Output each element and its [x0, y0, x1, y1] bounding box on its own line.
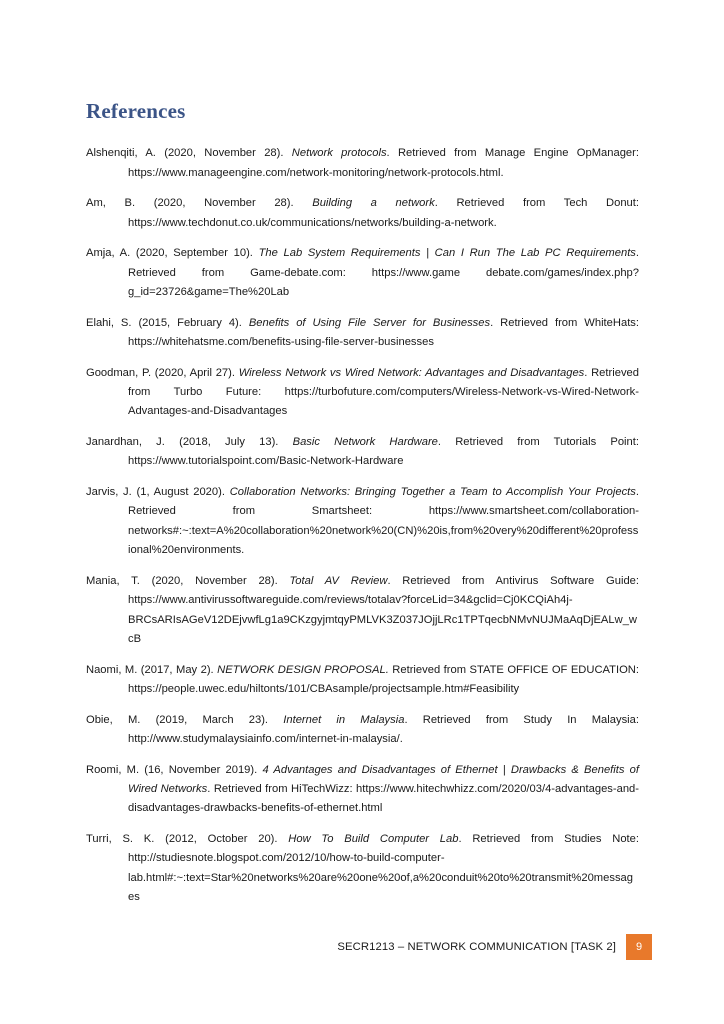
- reference-source: . Retrieved from WhiteHats: https://whitehatsme.com/benefits-using-file-server-businesses: [128, 316, 639, 348]
- reference-title: Total AV Review: [289, 574, 388, 587]
- reference-title: Network protocols: [291, 147, 387, 160]
- reference-title: Benefits of Using File Server for Businesses: [248, 316, 491, 329]
- reference-entry: [86, 572, 639, 650]
- reference-source: . Retrieved from Tech Donut: https://www.techdonut.co.uk/communications/networks/building-a-network.: [128, 197, 639, 229]
- reference-author-date: Mania, T. (2020, November 28).: [86, 574, 290, 587]
- reference-source: . Retrieved from Antivirus Software Guide: https://www.antivirussoftwareguide.com/reviews/totalav?forceLid=34&gclid=Cj0KCQiAh4j-BRCsARIsAGeV12DEjvwfLg1a9CKzgyjmtqyPMLVK3Z037JOjjLRc1TPTqecbNMvNUJMaAqDjEALw_wcB: [128, 574, 639, 646]
- page-footer: [0, 934, 724, 964]
- reference-author-date: Obie, M. (2019, March 23).: [86, 713, 284, 726]
- reference-author-date: Turri, S. K. (2012, October 20).: [86, 833, 289, 846]
- reference-entry: [86, 661, 639, 700]
- reference-title: 4 Advantages and Disadvantages of Ethernet | Drawbacks & Benefits of Wired Networks: [128, 763, 639, 796]
- reference-entry: [86, 761, 639, 819]
- reference-title: Collaboration Networks: Bringing Together a Team to Accomplish Your Projects: [229, 486, 636, 498]
- reference-entry: [86, 194, 639, 233]
- footer-inner: [337, 934, 652, 960]
- reference-source: . Retrieved from Studies Note: http://studiesnote.blogspot.com/2012/10/how-to-build-computer-lab.html#:~:text=Star%20networks%20are%20one%20of,a%20conduit%20to%20transmit%20messages: [128, 833, 639, 904]
- reference-entry: [86, 830, 639, 908]
- reference-title: NETWORK DESIGN PROPOSAL.: [217, 663, 389, 676]
- reference-source: . Retrieved from Game-debate.com: https://www.game debate.com/games/index.php?g_id=23726&game=The%20Lab: [128, 247, 640, 298]
- page-title: References: [86, 99, 186, 124]
- reference-author-date: Roomi, M. (16, November 2019).: [86, 763, 263, 776]
- page-number-badge: 9: [626, 934, 652, 960]
- reference-author-date: Naomi, M. (2017, May 2).: [86, 663, 218, 676]
- reference-author-date: Amja, A. (2020, September 10).: [86, 247, 259, 260]
- reference-author-date: Elahi, S. (2015, February 4).: [86, 316, 249, 329]
- reference-entry: [86, 244, 639, 302]
- reference-title: Basic Network Hardware: [292, 436, 438, 448]
- reference-entry: [86, 314, 639, 353]
- reference-title: The Lab System Requirements | Can I Run The Lab PC Requirements: [258, 247, 636, 260]
- reference-entry: [86, 711, 639, 750]
- reference-source: . Retrieved from HiTechWizz: https://www.hitechwhizz.com/2020/03/4-advantages-and-disadvantages-drawbacks-benefits-of-ethernet.html: [128, 783, 640, 815]
- reference-author-date: Am, B. (2020, November 28).: [86, 197, 313, 210]
- reference-author-date: Alshenqiti, A. (2020, November 28).: [86, 147, 292, 160]
- reference-title: How To Build Computer Lab: [288, 833, 459, 846]
- reference-author-date: Jarvis, J. (1, August 2020).: [86, 486, 230, 498]
- footer-title: SECR1213 – NETWORK COMMUNICATION [TASK 2]: [337, 941, 616, 953]
- reference-source: . Retrieved from Turbo Future: https://turbofuture.com/computers/Wireless-Network-vs-Wired-Network-Advantages-and-Disadvantages: [128, 366, 639, 418]
- reference-author-date: Janardhan, J. (2018, July 13).: [86, 436, 293, 448]
- reference-source: . Retrieved from Smartsheet: https://www.smartsheet.com/collaboration-networks#:~:text=A%20collaboration%20network%20(CN)%20is,from%20very%20different%20professional%20environments.: [128, 486, 639, 557]
- reference-source: . Retrieved from Tutorials Point: https://www.tutorialspoint.com/Basic-Network-Hardware: [128, 436, 639, 468]
- reference-entry: [86, 144, 639, 183]
- reference-entry: [86, 483, 639, 561]
- references-list: [86, 133, 639, 919]
- reference-entry: [86, 364, 639, 422]
- reference-entry: [86, 433, 639, 472]
- reference-source: Retrieved from STATE OFFICE OF EDUCATION: https://people.uwec.edu/hiltonts/101/CBAsample/projectsample.htm#Feasibility: [128, 663, 639, 696]
- reference-title: Wireless Network vs Wired Network: Advantages and Disadvantages: [238, 366, 585, 379]
- reference-title: Internet in Malaysia: [283, 713, 405, 726]
- reference-author-date: Goodman, P. (2020, April 27).: [86, 366, 239, 379]
- reference-source: . Retrieved from Manage Engine OpManager: https://www.manageengine.com/network-monitoring/network-protocols.html.: [128, 147, 639, 179]
- reference-title: Building a network: [312, 197, 435, 210]
- reference-source: . Retrieved from Study In Malaysia: http://www.studymalaysiainfo.com/internet-in-malaysia/.: [128, 713, 639, 746]
